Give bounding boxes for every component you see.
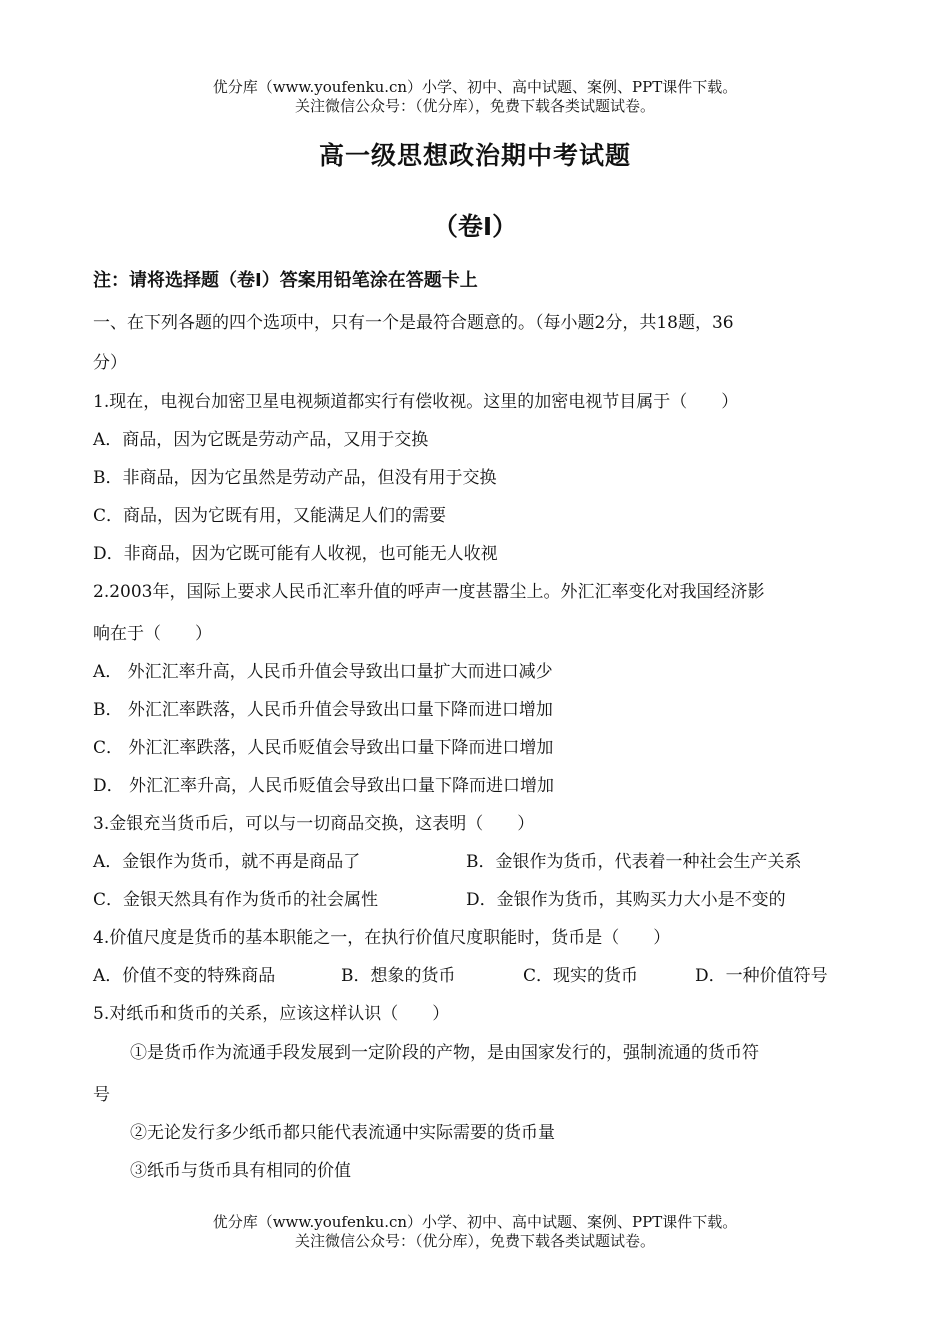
q4-option-d: D．一种价值符号 xyxy=(695,966,828,986)
q5-stem: 5.对纸币和货币的关系，应该这样认识（ ） xyxy=(93,1004,450,1024)
section-instructions-cont: 分） xyxy=(93,353,127,373)
q1-option-c: C．商品，因为它既有用，又能满足人们的需要 xyxy=(93,506,447,526)
footer-line-2: 关注微信公众号：（优分库），免费下载各类试题试卷。 xyxy=(294,1232,655,1250)
exam-title: 高一级思想政治期中考试题 xyxy=(318,141,631,170)
header-line-1: 优分库（www.youfenku.cn）小学、初中、高中试题、案例、PPT课件下载。 xyxy=(212,78,738,96)
q5-item-3: ③纸币与货币具有相同的价值 xyxy=(130,1161,351,1181)
q5-item-1: ①是货币作为流通手段发展到一定阶段的产物，是由国家发行的，强制流通的货币符 xyxy=(130,1043,759,1063)
header-line-2: 关注微信公众号：（优分库），免费下载各类试题试卷。 xyxy=(294,97,655,115)
volume-label: （卷Ⅰ） xyxy=(432,212,518,241)
q4-option-a: A．价值不变的特殊商品 xyxy=(93,966,276,986)
q2-option-d: D． 外汇汇率升高，人民币贬值会导致出口量下降而进口增加 xyxy=(93,776,555,796)
footer-line-1: 优分库（www.youfenku.cn）小学、初中、高中试题、案例、PPT课件下载。 xyxy=(212,1213,738,1231)
answer-note: 注：请将选择题（卷Ⅰ）答案用铅笔涂在答题卡上 xyxy=(93,270,478,291)
q3-option-b: B．金银作为货币，代表着一种社会生产关系 xyxy=(466,852,802,872)
q1-option-b: B．非商品，因为它虽然是劳动产品，但没有用于交换 xyxy=(93,468,497,488)
q2-option-b: B． 外汇汇率跌落，人民币升值会导致出口量下降而进口增加 xyxy=(93,700,553,720)
section-instructions: 一、在下列各题的四个选项中，只有一个是最符合题意的。（每小题2分，共18题，36 xyxy=(93,313,734,333)
q2-option-a: A． 外汇汇率升高，人民币升值会导致出口量扩大而进口减少 xyxy=(93,662,553,682)
q1-option-d: D．非商品，因为它既可能有人收视，也可能无人收视 xyxy=(93,544,498,564)
page-footer xyxy=(0,1213,950,1251)
q2-stem: 2.2003年，国际上要求人民币汇率升值的呼声一度甚嚣尘上。外汇汇率变化对我国经济影 xyxy=(93,582,765,602)
q3-stem: 3.金银充当货币后，可以与一切商品交换，这表明（ ） xyxy=(93,814,535,834)
q4-option-b: B．想象的货币 xyxy=(341,966,456,986)
q4-stem: 4.价值尺度是货币的基本职能之一，在执行价值尺度职能时，货币是（ ） xyxy=(93,928,671,948)
q2-option-c: C． 外汇汇率跌落，人民币贬值会导致出口量下降而进口增加 xyxy=(93,738,554,758)
q1-stem: 1.现在，电视台加密卫星电视频道都实行有偿收视。这里的加密电视节目属于（ ） xyxy=(93,392,739,412)
page-header xyxy=(0,78,950,116)
q3-option-c: C．金银天然具有作为货币的社会属性 xyxy=(93,890,379,910)
q2-stem-cont: 响在于（ ） xyxy=(93,624,212,644)
q4-option-c: C．现实的货币 xyxy=(523,966,639,986)
q1-option-a: A．商品，因为它既是劳动产品，又用于交换 xyxy=(93,430,429,450)
q5-item-2: ②无论发行多少纸币都只能代表流通中实际需要的货币量 xyxy=(130,1123,555,1143)
q3-option-a: A．金银作为货币，就不再是商品了 xyxy=(93,852,361,872)
q3-option-d: D．金银作为货币，其购买力大小是不变的 xyxy=(466,890,786,910)
q5-item-1-cont: 号 xyxy=(93,1085,110,1105)
